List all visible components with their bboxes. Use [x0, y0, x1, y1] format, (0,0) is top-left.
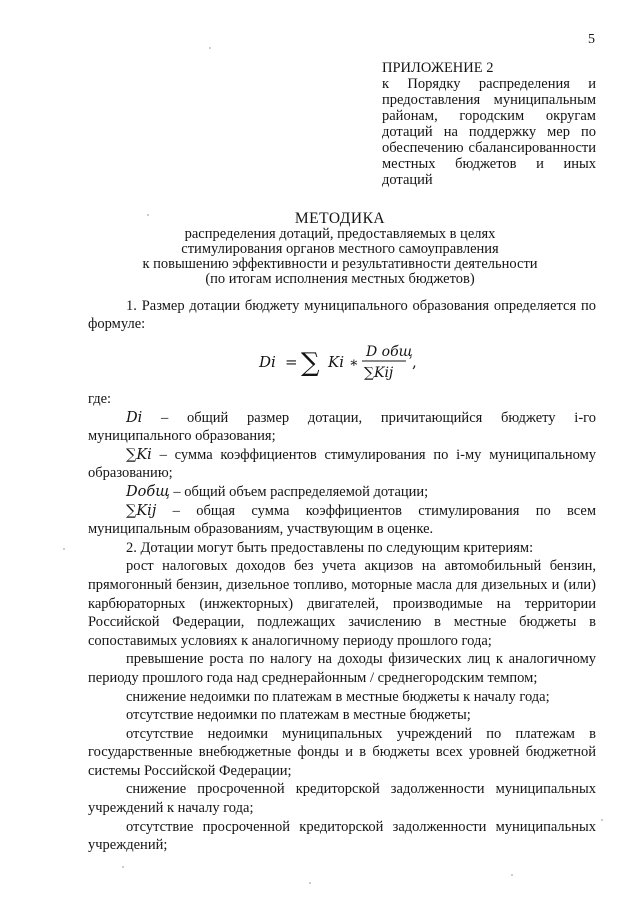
- criteria-item: рост налоговых доходов без учета акцизов на автомобильный бензин, прямогонный бензин, дизельное топливо, моторные масла для дизельных и (или) карбюраторных (инжекторных) двигателей, производимые на территории Российской Федерации, подлежащих зачислению в местные бюджеты в сопоставимых условиях к аналогичному периоду прошлого года;: [88, 558, 596, 649]
- formula-k: Ki: [328, 353, 345, 371]
- heading-line: распределения дотаций, предоставляемых в целях: [184, 226, 496, 242]
- definition-text: – сумма коэффициентов стимулирования по i-му муниципальному образованию;: [88, 446, 596, 482]
- criteria-item: отсутствие недоимки муниципальных учреждений по платежам в государственные внебюджетные фонды и в бюджеты всех уровней бюджетной системы Российской Федерации;: [88, 725, 596, 779]
- appendix-title: ПРИЛОЖЕНИЕ 2: [382, 60, 494, 76]
- intro-paragraph-block: [88, 297, 596, 333]
- definition-item: [88, 409, 596, 446]
- appendix-block: [382, 60, 596, 188]
- criteria-item: снижение недоимки по платежам в местные бюджеты к началу года;: [126, 688, 550, 705]
- criteria-item: отсутствие недоимки по платежам в местные бюджеты;: [126, 707, 471, 724]
- paragraph-formula-intro: 1. Размер дотации бюджету муниципального образования определяется по формуле:: [88, 298, 596, 332]
- definition-symbol: Di: [126, 409, 143, 426]
- definition-item: [88, 446, 596, 483]
- formula-times: ∗: [349, 355, 359, 371]
- where-label: где:: [88, 391, 112, 407]
- criteria-item: отсутствие просроченной кредиторской задолженности муниципальных учреждений;: [88, 818, 596, 854]
- definition-item: [88, 483, 596, 502]
- paragraph-criteria-intro: 2. Дотации могут быть предоставлены по следующим критериям:: [126, 539, 534, 556]
- formula-lhs: Di: [259, 353, 276, 371]
- formula-equals: =: [285, 353, 298, 371]
- definition-text: – общий размер дотации, причитающийся бюджету i-го муниципального образования;: [88, 409, 596, 445]
- document-title: МЕТОДИКА: [294, 210, 386, 227]
- definition-text: – общая сумма коэффициентов стимулирования по всем муниципальным образованиям, участвующим в оценке.: [88, 502, 596, 538]
- heading-line: к повышению эффективности и результативности деятельности: [142, 256, 538, 272]
- definition-symbol: ∑Kij: [126, 502, 157, 519]
- definition-symbol: ∑Ki: [126, 446, 152, 463]
- formula-numerator: D общ: [366, 344, 413, 360]
- formula-sum-sign: ∑: [301, 348, 320, 378]
- heading-line: стимулирования органов местного самоуправления: [181, 241, 499, 257]
- heading-line: (по итогам исполнения местных бюджетов): [205, 271, 475, 287]
- definitions-and-criteria: [88, 390, 596, 855]
- page-number: 5: [588, 32, 595, 47]
- definition-symbol: Dобщ: [126, 483, 170, 500]
- appendix-text: к Порядку распределения и предоставления муниципальным районам, городским округам дотаций на поддержку мер по обеспечению сбалансированности местных бюджетов и иных дотаций: [382, 76, 596, 188]
- criteria-item: снижение просроченной кредиторской задолженности муниципальных учреждений к началу года;: [88, 781, 596, 817]
- formula-denominator: ∑Kij: [364, 365, 394, 381]
- formula-graphic: [0, 340, 640, 382]
- document-heading: [60, 211, 620, 287]
- criteria-item: превышение роста по налогу на доходы физических лиц к аналогичному периоду прошлого года над среднерайонным / среднегородским темпом;: [88, 651, 596, 686]
- formula: [0, 340, 640, 382]
- definition-item: [88, 502, 596, 539]
- formula-comma: ,: [412, 353, 417, 371]
- definition-text: – общий объем распределяемой дотации;: [169, 483, 429, 500]
